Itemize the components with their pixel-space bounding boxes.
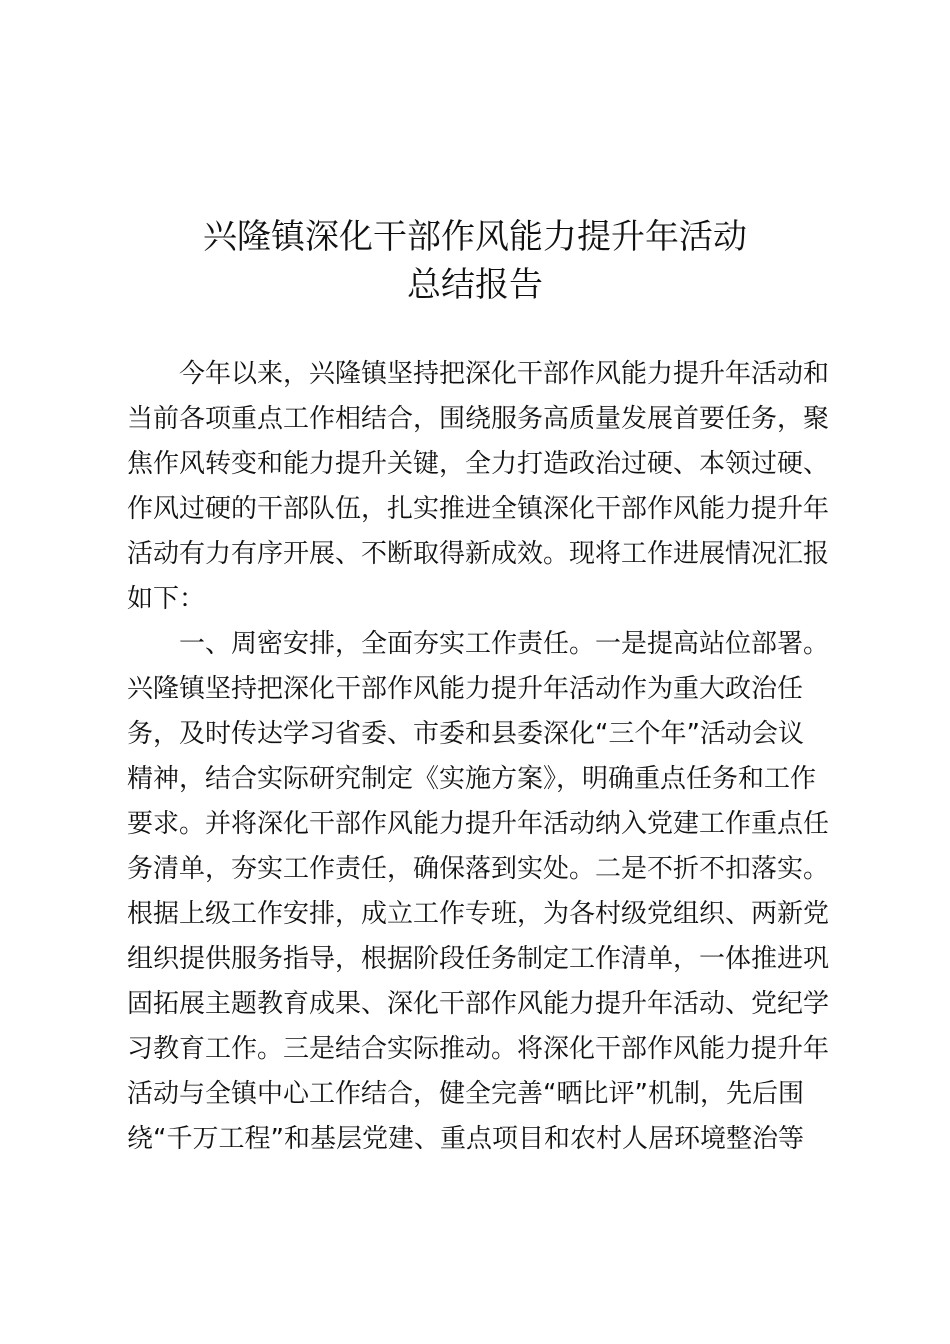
document-title [0, 213, 950, 309]
paragraph-2-line: 要求。并将深化干部作风能力提升年活动纳入党建工作重点任 [127, 809, 830, 839]
document-body [127, 352, 833, 1162]
paragraph-2-line: 组织提供服务指导，根据阶段任务制定工作清单，一体推进巩 [127, 944, 830, 974]
paragraph-2-line: 习教育工作。三是结合实际推动。将深化干部作风能力提升年 [127, 1034, 830, 1064]
paragraph-2-line: 一、周密安排，全面夯实工作责任。一是提高站位部署。 [179, 629, 830, 659]
paragraph-1-line: 如下： [127, 584, 206, 614]
paragraph-1-line: 焦作风转变和能力提升关键，全力打造政治过硬、本领过硬、 [127, 449, 830, 479]
paragraph-1-line: 今年以来，兴隆镇坚持把深化干部作风能力提升年活动和 [179, 359, 830, 389]
paragraph-2-line: 固拓展主题教育成果、深化干部作风能力提升年活动、党纪学 [127, 989, 830, 1019]
paragraph-2-line: 务清单，夯实工作责任，确保落到实处。二是不折不扣落实。 [127, 854, 830, 884]
paragraph-1-line: 当前各项重点工作相结合，围绕服务高质量发展首要任务，聚 [127, 404, 830, 434]
paragraph-2-line: 务，及时传达学习省委、市委和县委深化“三个年”活动会议 [127, 719, 804, 749]
paragraph-2-line: 精神，结合实际研究制定《实施方案》，明确重点任务和工作 [127, 764, 817, 794]
paragraph-1-line: 活动有力有序开展、不断取得新成效。现将工作进展情况汇报 [127, 539, 830, 569]
paragraph-1-line: 作风过硬的干部队伍，扎实推进全镇深化干部作风能力提升年 [127, 494, 830, 524]
paragraph-2-line: 绕“千万工程”和基层党建、重点项目和农村人居环境整治等 [127, 1124, 804, 1154]
paragraph-2-line: 根据上级工作安排，成立工作专班，为各村级党组织、两新党 [127, 899, 830, 929]
title-line-1: 兴隆镇深化干部作风能力提升年活动 [203, 217, 747, 257]
paragraph-2-line: 兴隆镇坚持把深化干部作风能力提升年活动作为重大政治任 [127, 674, 804, 704]
paragraph-2-line: 活动与全镇中心工作结合，健全完善“晒比评”机制，先后围 [127, 1079, 804, 1109]
title-line-2: 总结报告 [407, 265, 543, 305]
